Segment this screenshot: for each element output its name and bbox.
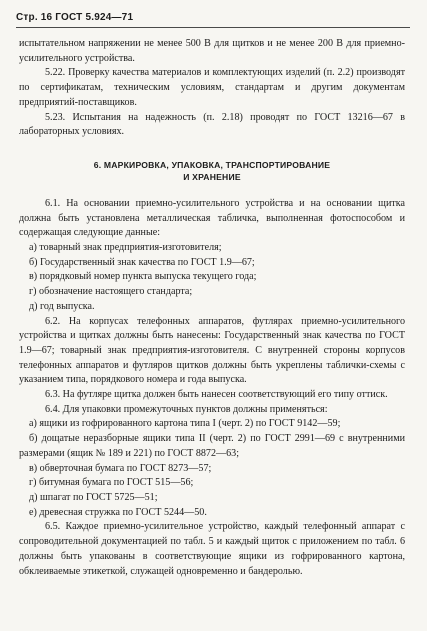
header-rule <box>16 27 410 28</box>
list-item: д) год выпуска. <box>29 300 95 312</box>
section-heading <box>19 159 405 183</box>
list-item: д) шпагат по ГОСТ 5725—51; <box>29 491 158 503</box>
paragraph-5-23: 5.23. Испытания на надежность (п. 2.18) проводят по ГОСТ 13216—67 в лабораторных условиях. <box>19 111 405 138</box>
list-item: г) обозначение настоящего стандарта; <box>29 286 193 298</box>
page-body <box>19 37 405 579</box>
list-item: а) ящики из гофрированного картона типа I (черт. 2) по ГОСТ 9142—59; <box>29 418 341 430</box>
paragraph-5-22: 5.22. Проверку качества материалов и комплектующих изделий (п. 2.2) производят по сертификатам, техническим условиям, стандартам и другим документам предприятий-поставщиков. <box>19 67 405 108</box>
list-item: г) битумная бумага по ГОСТ 515—56; <box>29 477 194 489</box>
page-header: Стр. 16 ГОСТ 5.924—71 <box>16 12 134 23</box>
paragraph-continuation: испытательном напряжении не менее 500 В для щитков и не менее 200 В для приемно-усилительного устройства. <box>19 38 405 64</box>
list-item: е) древесная стружка по ГОСТ 5244—50. <box>29 506 207 518</box>
paragraph-6-4: 6.4. Для упаковки промежуточных пунктов должны применяться: <box>45 403 328 415</box>
section-heading-line-2: И ХРАНЕНИЕ <box>183 171 241 182</box>
paragraph-6-5: 6.5. Каждое приемно-усилительное устройство, каждый телефонный аппарат с сопроводительной документацией по табл. 5 и каждый щиток с приложением по табл. 6 должны быть упакованы в соответствующие ящики из гофрированного картона, обклеиваемые этикеткой, служащей одновременно и бандеролью. <box>19 521 405 577</box>
list-item: б) дощатые неразборные ящики типа II (черт. 2) по ГОСТ 2991—69 с внутренними размерами (ящик № 189 и 221) по ГОСТ 8872—63; <box>19 433 405 459</box>
list-item: б) Государственный знак качества по ГОСТ 1.9—67; <box>29 256 255 268</box>
section-heading-line-1: 6. МАРКИРОВКА, УПАКОВКА, ТРАНСПОРТИРОВАНИЕ <box>93 159 331 170</box>
paragraph-6-3: 6.3. На футляре щитка должен быть нанесен соответствующий его типу оттиск. <box>45 389 388 401</box>
list-item: а) товарный знак предприятия-изготовителя; <box>29 242 222 254</box>
paragraph-6-1: 6.1. На основании приемно-усилительного устройства и на основании щитка должна быть установлена металлическая табличка, выполненная фотоспособом и содержащая следующие данные: <box>19 197 405 239</box>
list-item: в) порядковый номер пункта выпуска текущего года; <box>29 271 257 283</box>
paragraph-6-2: 6.2. На корпусах телефонных аппаратов, футлярах приемно-усилительного устройства и щитках должны быть нанесены: Государственный знак качества по ГОСТ 1.9—67; товарный знак предприятия-изготовителя. С внутренней стороны корпусов телефонных аппаратов и футляров щитков должны быть укреплены таблички-схемы с указанием типа, порядкового номера и года выпуска. <box>19 315 405 386</box>
list-item: в) обверточная бумага по ГОСТ 8273—57; <box>29 462 212 474</box>
